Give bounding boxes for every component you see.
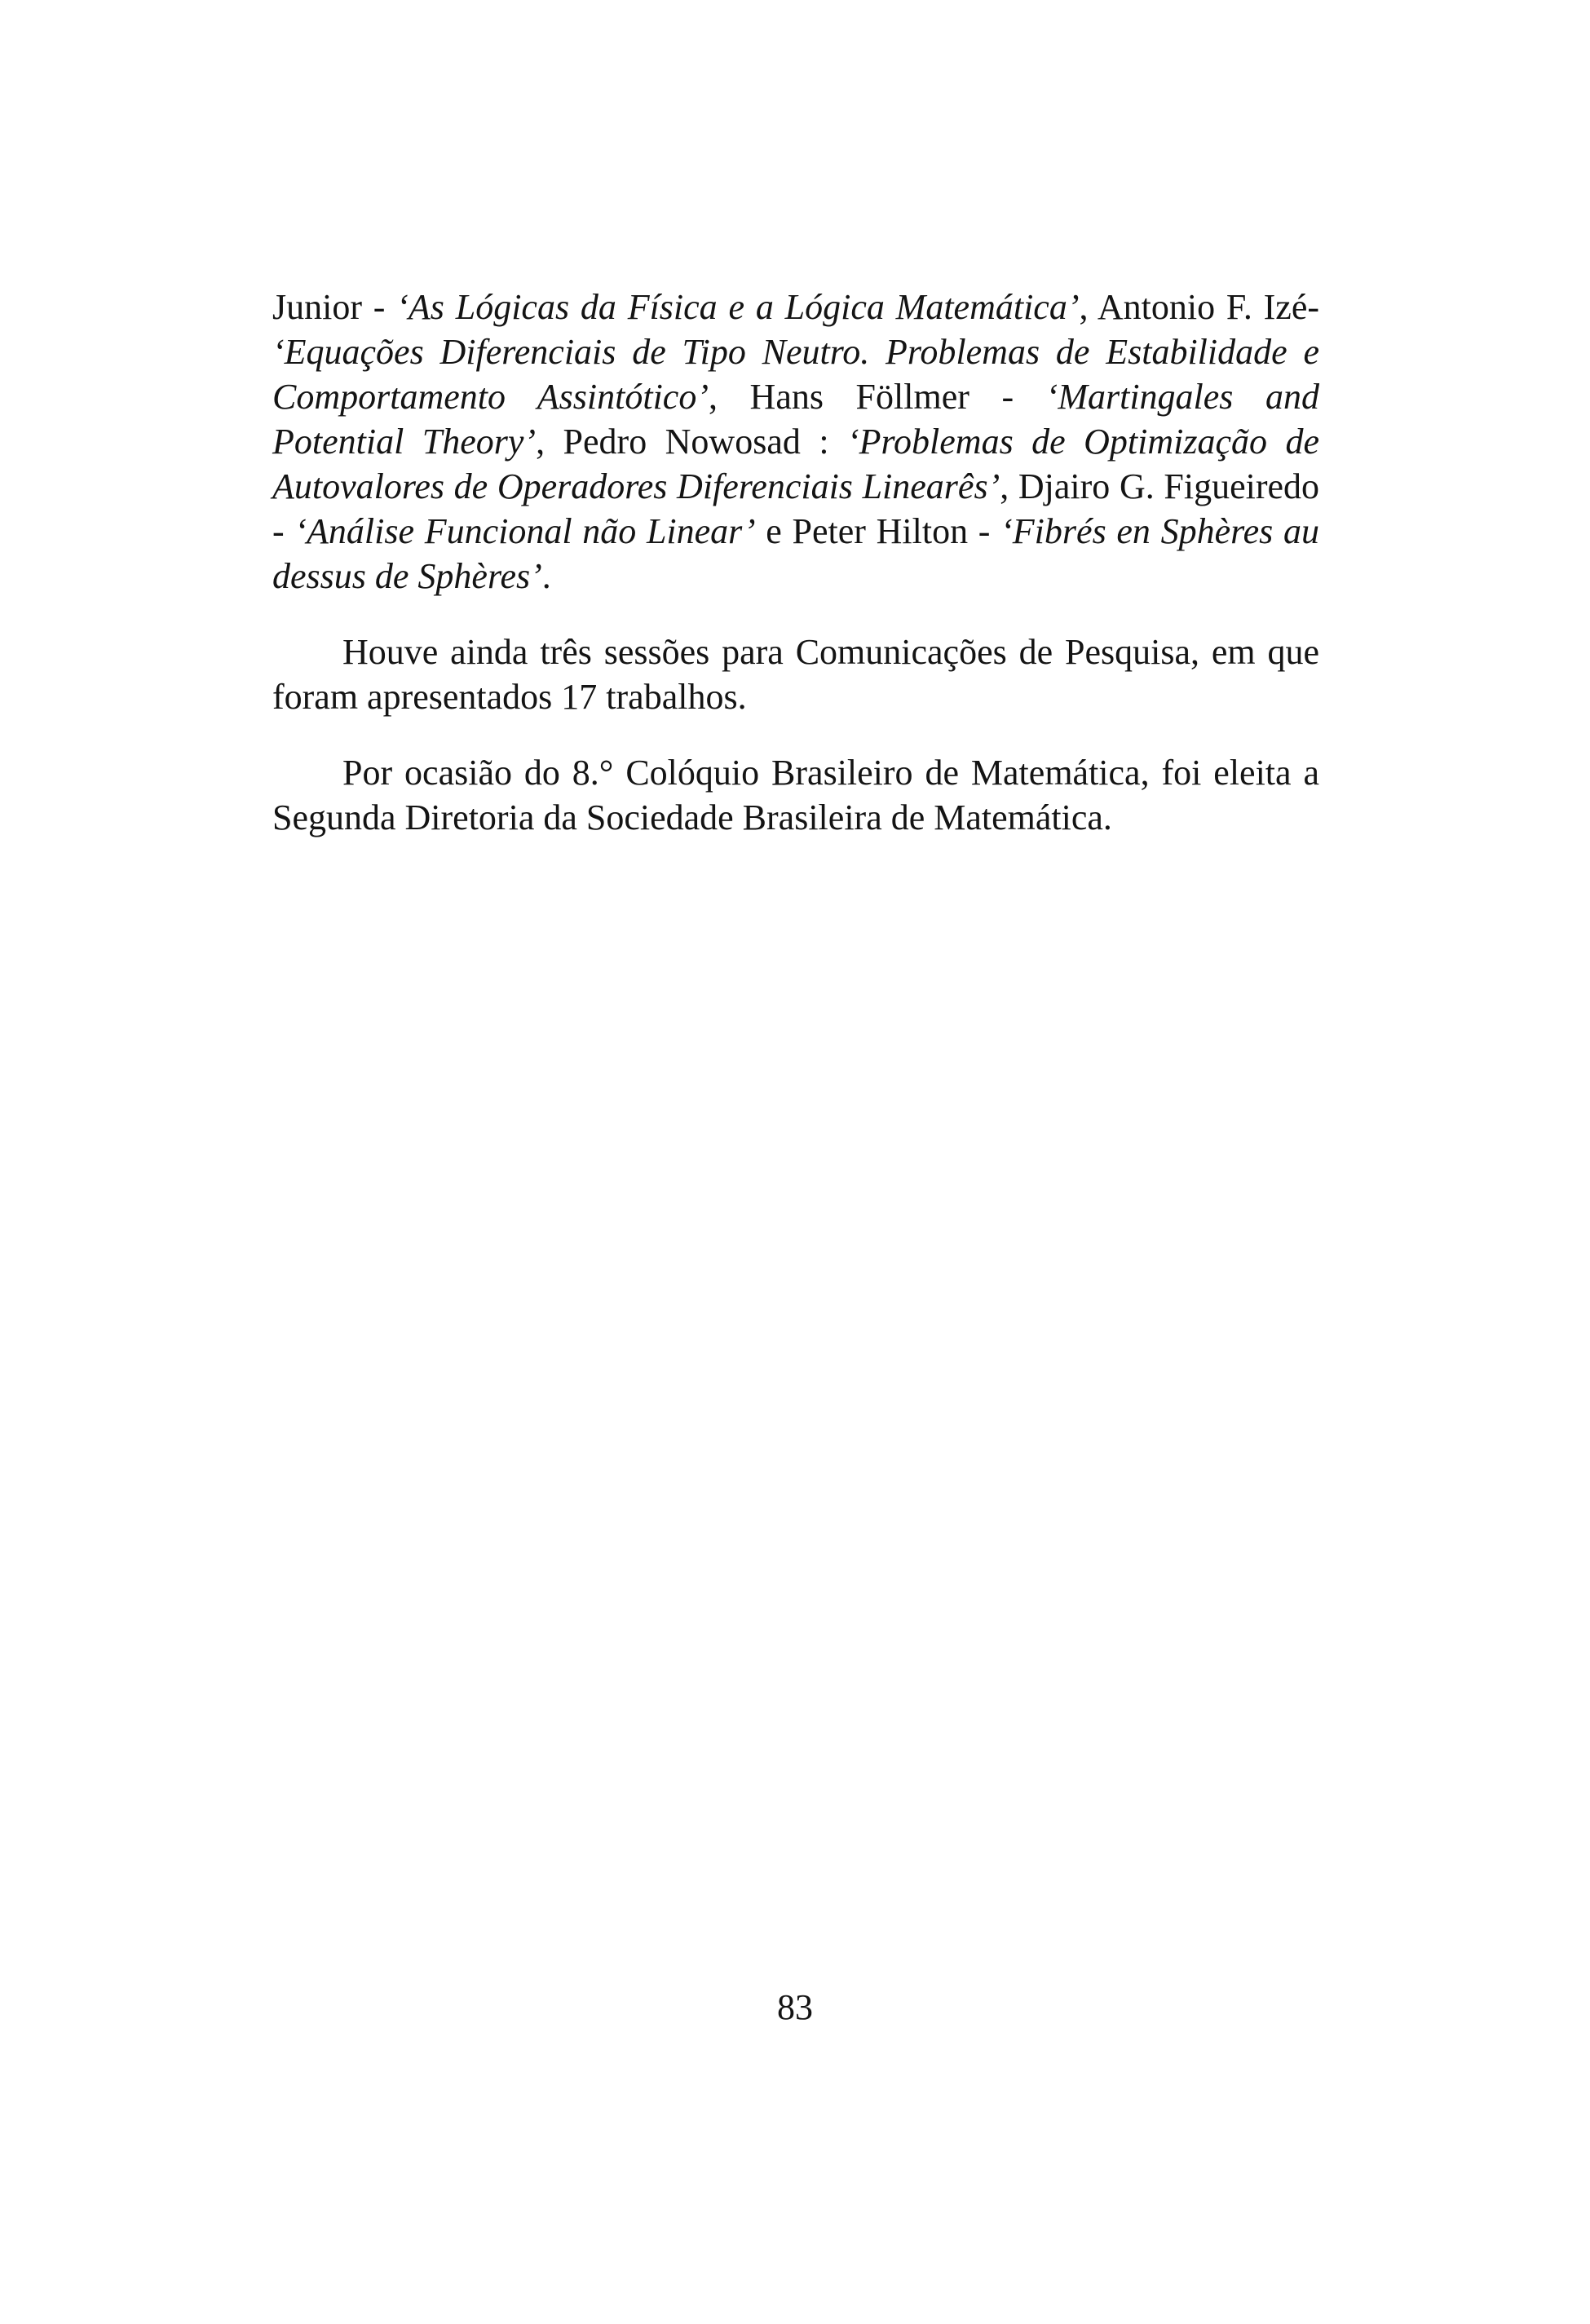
lecture-title: ‘As Lógicas da Física e a Lógica Matemática’ [396,287,1080,327]
text-segment: , Pedro Nowosad : [536,422,848,462]
paragraph-lectures [272,285,1319,599]
body-text [272,285,1319,840]
lecture-title: ‘Análise Funcional não Linear’ [294,511,756,551]
paragraph-board-election: Por ocasião do 8.° Colóquio Brasileiro de Matemática, foi eleita a Segunda Diretoria da Sociedade Brasileira de Matemática. [272,753,1319,837]
lecture-title: ‘Fibrés en Sphères au dessus de Sphères’ [272,511,1319,596]
page-number: 83 [777,1987,813,2027]
text-segment: , Antonio F. Izé- [1079,287,1320,327]
paragraph-research-sessions: Houve ainda três sessões para Comunicações de Pesquisa, em que foram apresentados 17 trabalhos. [272,632,1319,717]
text-segment: e Peter Hilton - [755,511,1001,551]
lecture-title: ‘Martingales and Potential Theory’ [272,377,1319,462]
text-segment: , Hans Föllmer - [708,377,1046,417]
text-segment: Junior - [272,287,397,327]
lecture-title: ‘Equações Diferenciais de Tipo Neutro. Problemas de Estabilidade e Comportamento Assintótico’ [272,332,1319,417]
lecture-title: ‘Problemas de Optimização de Autovalores de Operadores Diferenciais Linearês’ [272,422,1320,506]
text-segment: . [541,556,551,596]
text-segment: , Djairo G. Figueiredo - [272,466,1320,551]
